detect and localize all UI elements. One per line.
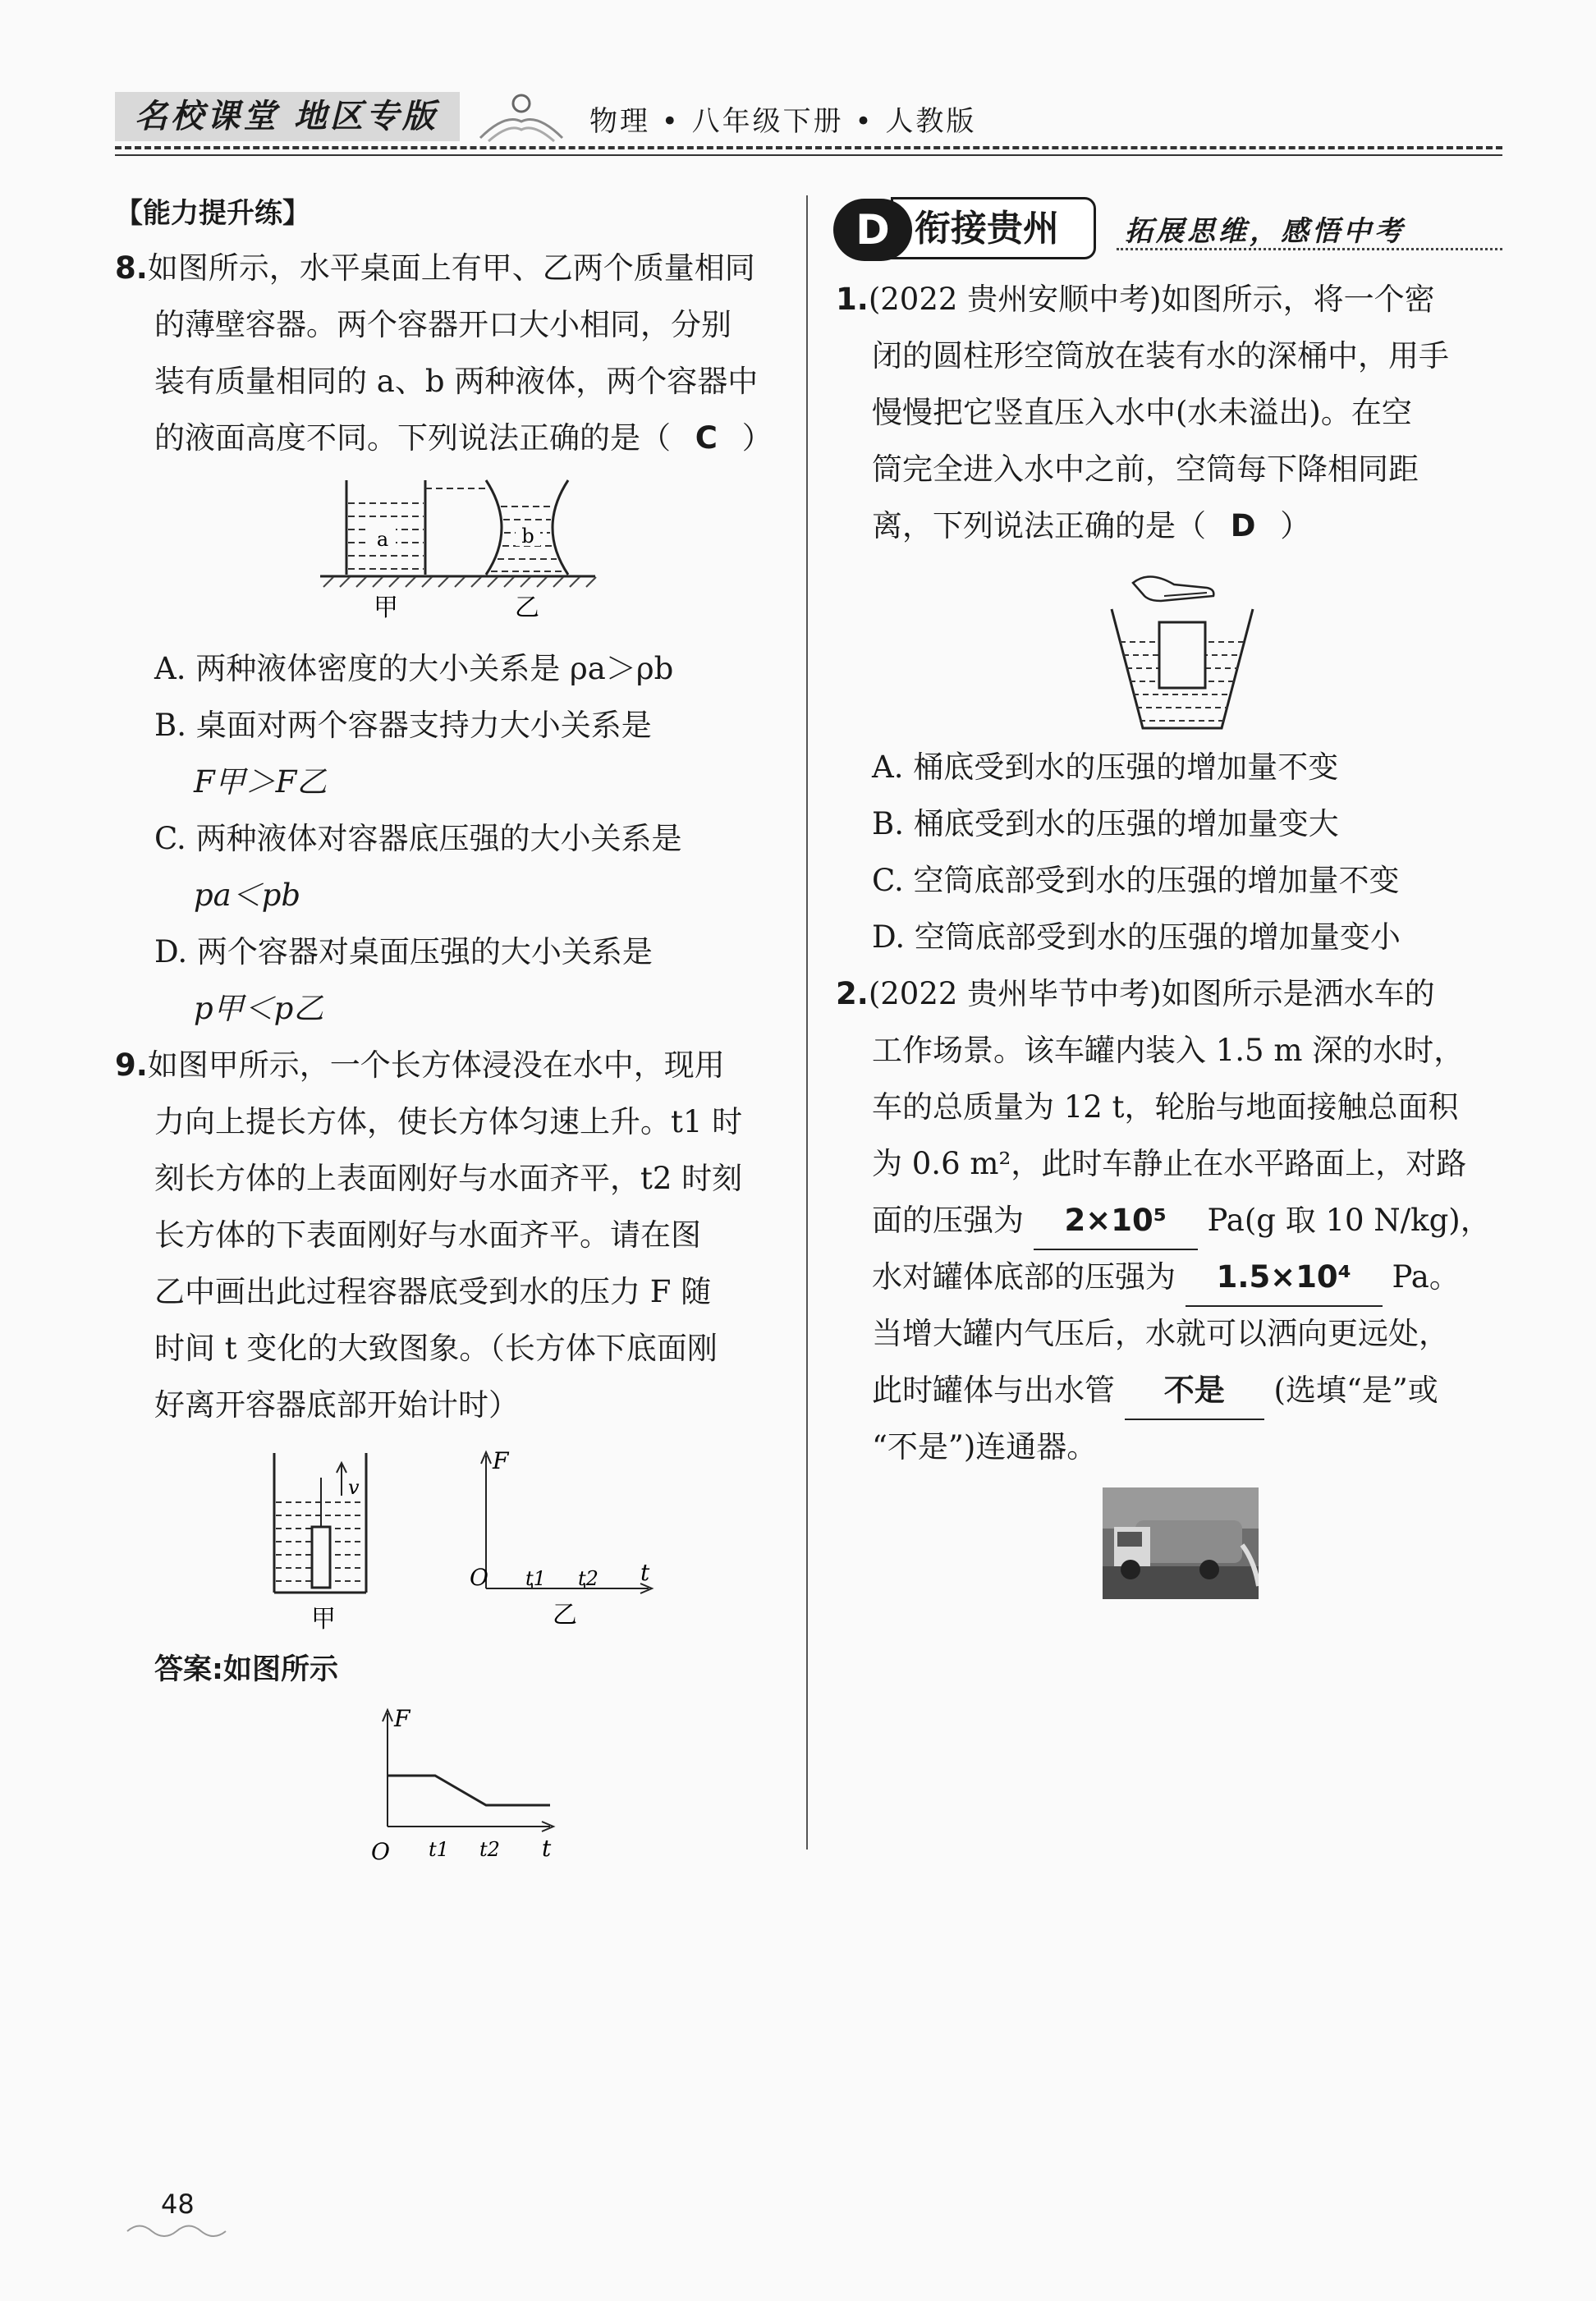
r-q1-option-d: D. 空筒底部受到水的压强的增加量变小 [872, 919, 1401, 955]
q9-number: 9. [115, 1047, 148, 1083]
r-q1-answer: D [1230, 508, 1256, 543]
r-q1-option-a: A. 桶底受到水的压强的增加量不变 [872, 749, 1339, 785]
r-q2-line-2: 工作场景。该车罐内装入 1.5 m 深的水时， [872, 1033, 1465, 1068]
r-q2-line-9: “不是”)连通器。 [872, 1429, 1098, 1464]
q8-line-1 [115, 240, 755, 296]
r-q2-line-8 [872, 1362, 1438, 1420]
page-number: 48 [161, 2189, 195, 2220]
q9-answer-axis-f: F [394, 1705, 410, 1732]
column-divider [806, 195, 808, 1850]
r-q1-text-1: (2022 贵州安顺中考)如图所示，将一个密 [868, 282, 1435, 317]
r-q1-figure [1100, 560, 1264, 736]
q9-answer-label: 答案:如图所示 [154, 1653, 338, 1686]
r-q1-option-b: B. 桶底受到水的压强的增加量变大 [872, 806, 1339, 841]
r-q2-text-6a: 水对罐体底部的压强为 [872, 1259, 1176, 1295]
r-q1-option-c: C. 空筒底部受到水的压强的增加量不变 [872, 863, 1400, 898]
r-q1-line-2: 闭的圆柱形空筒放在装有水的深桶中，用手 [872, 338, 1449, 374]
q8-close: ） [741, 420, 773, 456]
hand-icon [1133, 576, 1213, 601]
header-brand: 名校课堂 地区专版 [115, 92, 460, 141]
q8-number: 8. [115, 250, 148, 286]
q9-line-7: 好离开容器底部开始计时） [154, 1387, 519, 1423]
q8-line-3: 装有质量相同的 a、b 两种液体，两个容器中 [154, 364, 759, 399]
q9-answer-tick-t2: t2 [479, 1838, 500, 1861]
section-title: 【能力提升练】 [115, 197, 310, 230]
r-q2-text-8b: (选填“是”或 [1273, 1373, 1438, 1408]
q9-label-yi: 乙 [553, 1601, 577, 1629]
r-q1-close: ） [1280, 508, 1311, 543]
q8-option-d-formula: p甲＜p乙 [194, 991, 324, 1026]
r-q2-text-6b: Pa。 [1392, 1259, 1460, 1295]
q9-answer-graph [369, 1703, 566, 1868]
section-d-slogan-rule [1117, 248, 1502, 250]
header-rule-solid [115, 154, 1502, 156]
r-q1-line-4: 筒完全进入水中之前，空筒每下降相同距 [872, 451, 1419, 487]
q9-answer-tick-t1: t1 [429, 1838, 449, 1861]
r-q1-line-5 [872, 497, 1310, 554]
r-q2-text-1: (2022 贵州毕节中考)如图所示是洒水车的 [868, 976, 1435, 1011]
r-q2-line-1 [836, 965, 1435, 1022]
q9-line-1 [115, 1037, 725, 1093]
q8-text-4: 的液面高度不同。下列说法正确的是（ [154, 420, 671, 456]
q9-axis-f: F [493, 1447, 509, 1474]
r-q2-text-8a: 此时罐体与出水管 [872, 1373, 1115, 1408]
section-d-badge: D [833, 199, 912, 261]
sprinkler-truck-photo [1103, 1487, 1259, 1599]
q9-axis-o: O [470, 1564, 488, 1591]
r-q1-number: 1. [836, 282, 869, 317]
q8-option-b-formula: F甲＞F乙 [194, 764, 328, 800]
q9-line-6: 时间 t 变化的大致图象。（长方体下底面刚 [154, 1331, 718, 1366]
section-d-title: 衔接贵州 [891, 197, 1096, 259]
q9-tick-t1: t1 [525, 1567, 546, 1590]
header-rule [115, 146, 1502, 149]
r-q2-line-6 [872, 1249, 1460, 1307]
q8-option-a: A. 两种液体密度的大小关系是 ρa＞ρb [154, 651, 674, 686]
q8-answer: C [695, 420, 718, 456]
q9-figure-jia [263, 1445, 386, 1634]
q8-option-d: D. 两个容器对桌面压强的大小关系是 [154, 934, 653, 969]
q9-line-5: 乙中画出此过程容器底受到水的压力 F 随 [154, 1274, 712, 1309]
r-q1-line-3: 慢慢把它竖直压入水中(水未溢出)。在空 [872, 395, 1412, 430]
q8-label-b: b [521, 525, 534, 548]
section-d-slogan: 拓展思维，感悟中考 [1125, 215, 1406, 248]
q9-line-4: 长方体的下表面刚好与水面齐平。请在图 [154, 1217, 701, 1253]
q9-label-v: v [348, 1476, 360, 1499]
q9-tick-t2: t2 [578, 1567, 598, 1590]
q8-label-yi: 乙 [515, 594, 539, 622]
r-q2-blank-2: 1.5×10⁴ [1186, 1249, 1383, 1307]
q9-axis-t: t [640, 1559, 650, 1586]
header-subject: 物理 • 八年级下册 • 人教版 [589, 105, 977, 138]
q9-figure-yi [468, 1441, 665, 1629]
header-decoration-icon [472, 89, 571, 146]
q9-line-3: 刻长方体的上表面刚好与水面齐平，t2 时刻 [154, 1161, 743, 1196]
q8-option-c: C. 两种液体对容器底压强的大小关系是 [154, 821, 682, 856]
r-q2-text-5a: 面的压强为 [872, 1203, 1024, 1238]
r-q2-line-5 [872, 1192, 1491, 1250]
q8-label-a: a [376, 528, 389, 551]
q8-line-4 [154, 410, 773, 466]
q8-option-c-formula: pa＜pb [194, 878, 301, 913]
q9-answer-axis-o: O [371, 1838, 390, 1865]
q8-figure [312, 472, 608, 624]
r-q2-line-7: 当增大罐内气压后，水就可以洒向更远处， [872, 1316, 1449, 1351]
q9-label-jia: 甲 [311, 1605, 336, 1634]
q9-answer-axis-t: t [542, 1835, 552, 1862]
r-q2-line-4: 为 0.6 m²，此时车静止在水平路面上，对路 [872, 1146, 1467, 1181]
r-q2-text-5b: Pa(g 取 10 N/kg)， [1207, 1203, 1491, 1238]
r-q1-line-1 [836, 271, 1435, 328]
r-q2-blank-3: 不是 [1125, 1362, 1264, 1420]
r-q2-number: 2. [836, 976, 869, 1011]
q9-text-1: 如图甲所示，一个长方体浸没在水中，现用 [147, 1047, 725, 1083]
q8-label-jia: 甲 [374, 594, 398, 622]
q9-line-2: 力向上提长方体，使长方体匀速上升。t1 时 [154, 1104, 743, 1139]
r-q2-blank-1: 2×10⁵ [1034, 1192, 1198, 1250]
r-q1-text-5: 离，下列说法正确的是（ [872, 508, 1206, 543]
q8-option-b: B. 桌面对两个容器支持力大小关系是 [154, 708, 652, 743]
q8-text-1: 如图所示，水平桌面上有甲、乙两个质量相同 [147, 250, 755, 286]
footer-ornament-icon [123, 2216, 230, 2241]
r-q2-line-3: 车的总质量为 12 t，轮胎与地面接触总面积 [872, 1089, 1459, 1125]
q8-line-2: 的薄壁容器。两个容器开口大小相同，分别 [154, 307, 732, 342]
